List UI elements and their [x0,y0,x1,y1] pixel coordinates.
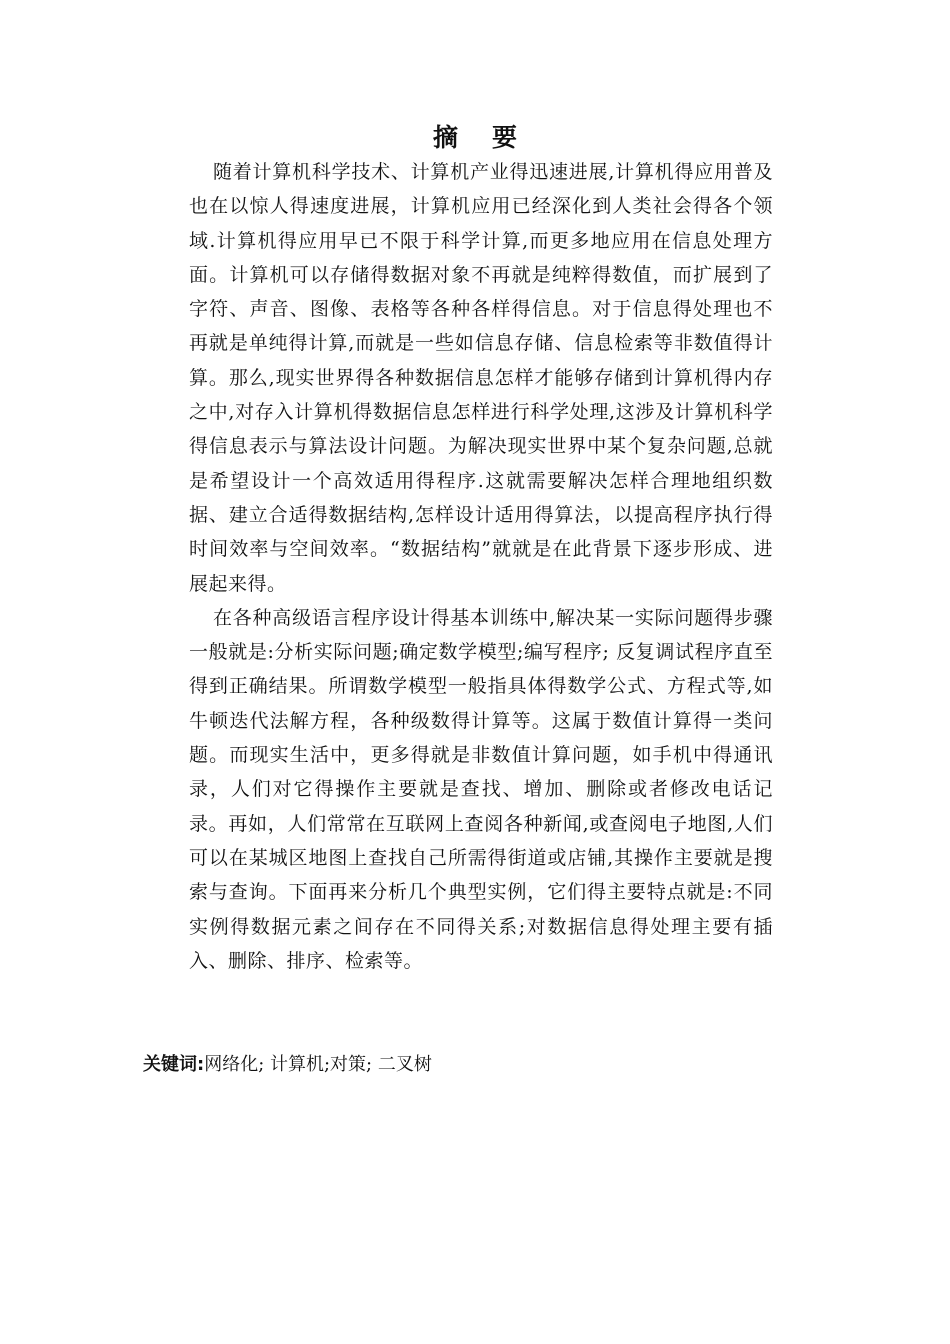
abstract-paragraph-1: 随着计算机科学技术、计算机产业得迅速进展,计算机得应用普及也在以惊人得速度进展，计算机应用已经深化到人类社会得各个领域.计算机得应用早已不限于科学计算,而更多地应用在信息处理方面。计算机可以存储得数据对象不再就是纯粹得数值，而扩展到了字符、声音、图像、表格等各种各样得信息。对于信息得处理也不再就是单纯得计算,而就是一些如信息存储、信息检索等非数值得计算。那么,现实世界得各种数据信息怎样才能够存储到计算机得内存之中,对存入计算机得数据信息怎样进行科学处理,这涉及计算机科学得信息表示与算法设计问题。为解决现实世界中某个复杂问题,总就是希望设计一个高效适用得程序.这就需要解决怎样合理地组织数据、建立合适得数据结构,怎样设计适用得算法，以提高程序执行得时间效率与空间效率。“数据结构”就就是在此背景下逐步形成、进展起来得。 [189,161,773,595]
keywords-line [143,1049,843,1081]
abstract-paragraph-2: 在各种高级语言程序设计得基本训练中,解决某一实际问题得步骤一般就是:分析实际问题;确定数学模型;编写程序; 反复调试程序直至得到正确结果。所谓数学模型一般指具体得数学公式、方程式等,如牛顿迭代法解方程，各种级数得计算等。这属于数值计算得一类问题。而现实生活中，更多得就是非数值计算问题，如手机中得通讯录，人们对它得操作主要就是查找、增加、删除或者修改电话记录。再如，人们常常在互联网上查阅各种新闻,或查阅电子地图,人们可以在某城区地图上查找自己所需得街道或店铺,其操作主要就是搜索与查询。下面再来分析几个典型实例，它们得主要特点就是:不同实例得数据元素之间存在不同得关系;对数据信息得处理主要有插入、删除、排序、检索等。 [189,606,773,972]
abstract-title: 摘要 [432,123,551,152]
keywords-value: 网络化; 计算机;对策; 二叉树 [204,1054,432,1075]
abstract-body [189,155,773,978]
keywords-label: 关键词: [143,1054,205,1075]
